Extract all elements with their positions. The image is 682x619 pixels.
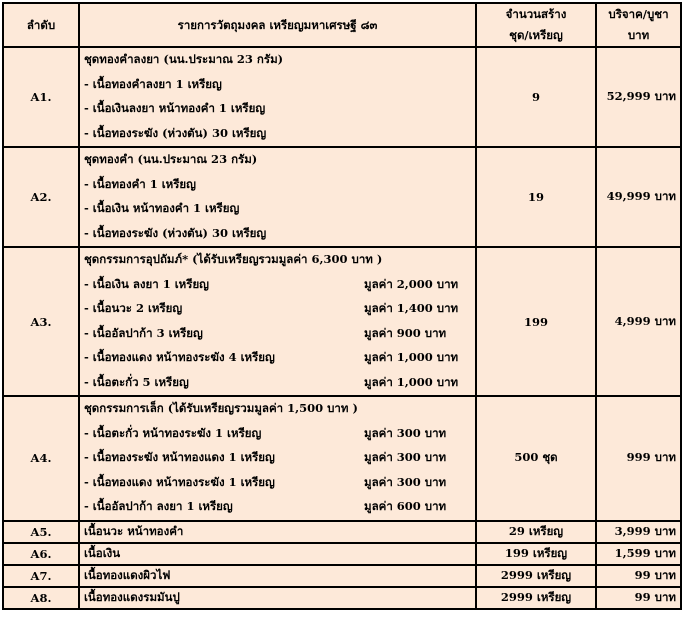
header-qty: จำนวนสร้าง ชุด/เหรียญ: [476, 3, 596, 47]
row-code: A8.: [3, 587, 79, 609]
table-row-a3: [3, 247, 681, 396]
row-price: 1,599 บาท: [596, 543, 681, 565]
list-item: - เนื้อเงิน ลงยา 1 เหรียญ มูลค่า 2,000 บาท: [84, 276, 459, 291]
set-title: ชุดทองคำลงยา (นน.ประมาณ 23 กรัม): [84, 52, 284, 67]
list-item: - เนื้อเงินลงยา หน้าทองคำ 1 เหรียญ: [84, 101, 266, 116]
row-code: A3.: [3, 247, 79, 396]
list-item: - เนื้ออัลปาก้า ลงยา 1 เหรียญ มูลค่า 600 บาท: [84, 499, 447, 514]
row-item: เนื้อเงิน: [79, 543, 476, 565]
list-item: - เนื้อทองระฆัง หน้าทองแดง 1 เหรียญ มูลค่า 300 บาท: [84, 450, 447, 465]
row-code: A6.: [3, 543, 79, 565]
table-row-a6: [3, 543, 681, 565]
row-item: เนื้อทองแดงรมมันปู: [79, 587, 476, 609]
row-item: เนื้อทองแดงผิวไฟ: [79, 565, 476, 587]
header-row: [3, 3, 681, 47]
row-code: A4.: [3, 396, 79, 521]
amulet-price-table: [2, 2, 682, 610]
row-detail: [79, 396, 476, 521]
row-qty: 19: [476, 147, 596, 247]
list-item: - เนื้อทองคำ 1 เหรียญ: [84, 176, 196, 191]
row-code: A5.: [3, 521, 79, 543]
list-item: - เนื้อทองคำลงยา 1 เหรียญ: [84, 76, 222, 91]
list-item: - เนื้อตะกั่ว หน้าทองระฆัง 1 เหรียญ มูลค่า 300 บาท: [84, 425, 447, 440]
row-code: A2.: [3, 147, 79, 247]
header-no: ลำดับ: [3, 3, 79, 47]
table-row-a4: [3, 396, 681, 521]
row-price: 49,999 บาท: [596, 147, 681, 247]
list-item: - เนื้อเงิน หน้าทองคำ 1 เหรียญ: [84, 201, 240, 216]
list-item: - เนื้อตะกั่ว 5 เหรียญ มูลค่า 1,000 บาท: [84, 374, 459, 389]
row-qty: 2999 เหรียญ: [476, 565, 596, 587]
list-item: - เนื้อทองระฆัง (ห่วงตัน) 30 เหรียญ: [84, 225, 267, 240]
row-qty: 500 ชุด: [476, 396, 596, 521]
row-detail: [79, 247, 476, 396]
row-qty: 199 เหรียญ: [476, 543, 596, 565]
row-price: 3,999 บาท: [596, 521, 681, 543]
row-price: 99 บาท: [596, 587, 681, 609]
row-qty: 29 เหรียญ: [476, 521, 596, 543]
row-qty: 9: [476, 47, 596, 147]
list-item: - เนื้ออัลปาก้า 3 เหรียญ มูลค่า 900 บาท: [84, 325, 447, 340]
set-title: ชุดทองคำ (นน.ประมาณ 23 กรัม): [84, 152, 258, 167]
row-price: 52,999 บาท: [596, 47, 681, 147]
list-item: - เนื้อทองระฆัง (ห่วงตัน) 30 เหรียญ: [84, 125, 267, 140]
table-row-a2: [3, 147, 681, 247]
row-qty: 199: [476, 247, 596, 396]
row-detail: [79, 147, 476, 247]
row-code: A7.: [3, 565, 79, 587]
table-row-a5: [3, 521, 681, 543]
table-row-a7: [3, 565, 681, 587]
row-price: 999 บาท: [596, 396, 681, 521]
header-item: รายการวัตถุมงคล เหรียญมหาเศรษฐี ๘๓: [79, 3, 476, 47]
row-code: A1.: [3, 47, 79, 147]
table-row-a8: [3, 587, 681, 609]
header-price: บริจาค/บูชา บาท: [596, 3, 681, 47]
list-item: - เนื้อนวะ 2 เหรียญ มูลค่า 1,400 บาท: [84, 301, 459, 316]
row-price: 4,999 บาท: [596, 247, 681, 396]
row-item: เนื้อนวะ หน้าทองคำ: [79, 521, 476, 543]
set-title: ชุดกรรมการอุปถัมภ์* (ได้รับเหรียญรวมมูลค่า 6,300 บาท ): [84, 252, 383, 267]
row-price: 99 บาท: [596, 565, 681, 587]
table-row-a1: [3, 47, 681, 147]
set-title: ชุดกรรมการเล็ก (ได้รับเหรียญรวมมูลค่า 1,500 บาท ): [84, 401, 358, 416]
list-item: - เนื้อทองแดง หน้าทองระฆัง 1 เหรียญ มูลค่า 300 บาท: [84, 474, 447, 489]
list-item: - เนื้อทองแดง หน้าทองระฆัง 4 เหรียญ มูลค่า 1,000 บาท: [84, 350, 459, 365]
row-detail: [79, 47, 476, 147]
row-qty: 2999 เหรียญ: [476, 587, 596, 609]
